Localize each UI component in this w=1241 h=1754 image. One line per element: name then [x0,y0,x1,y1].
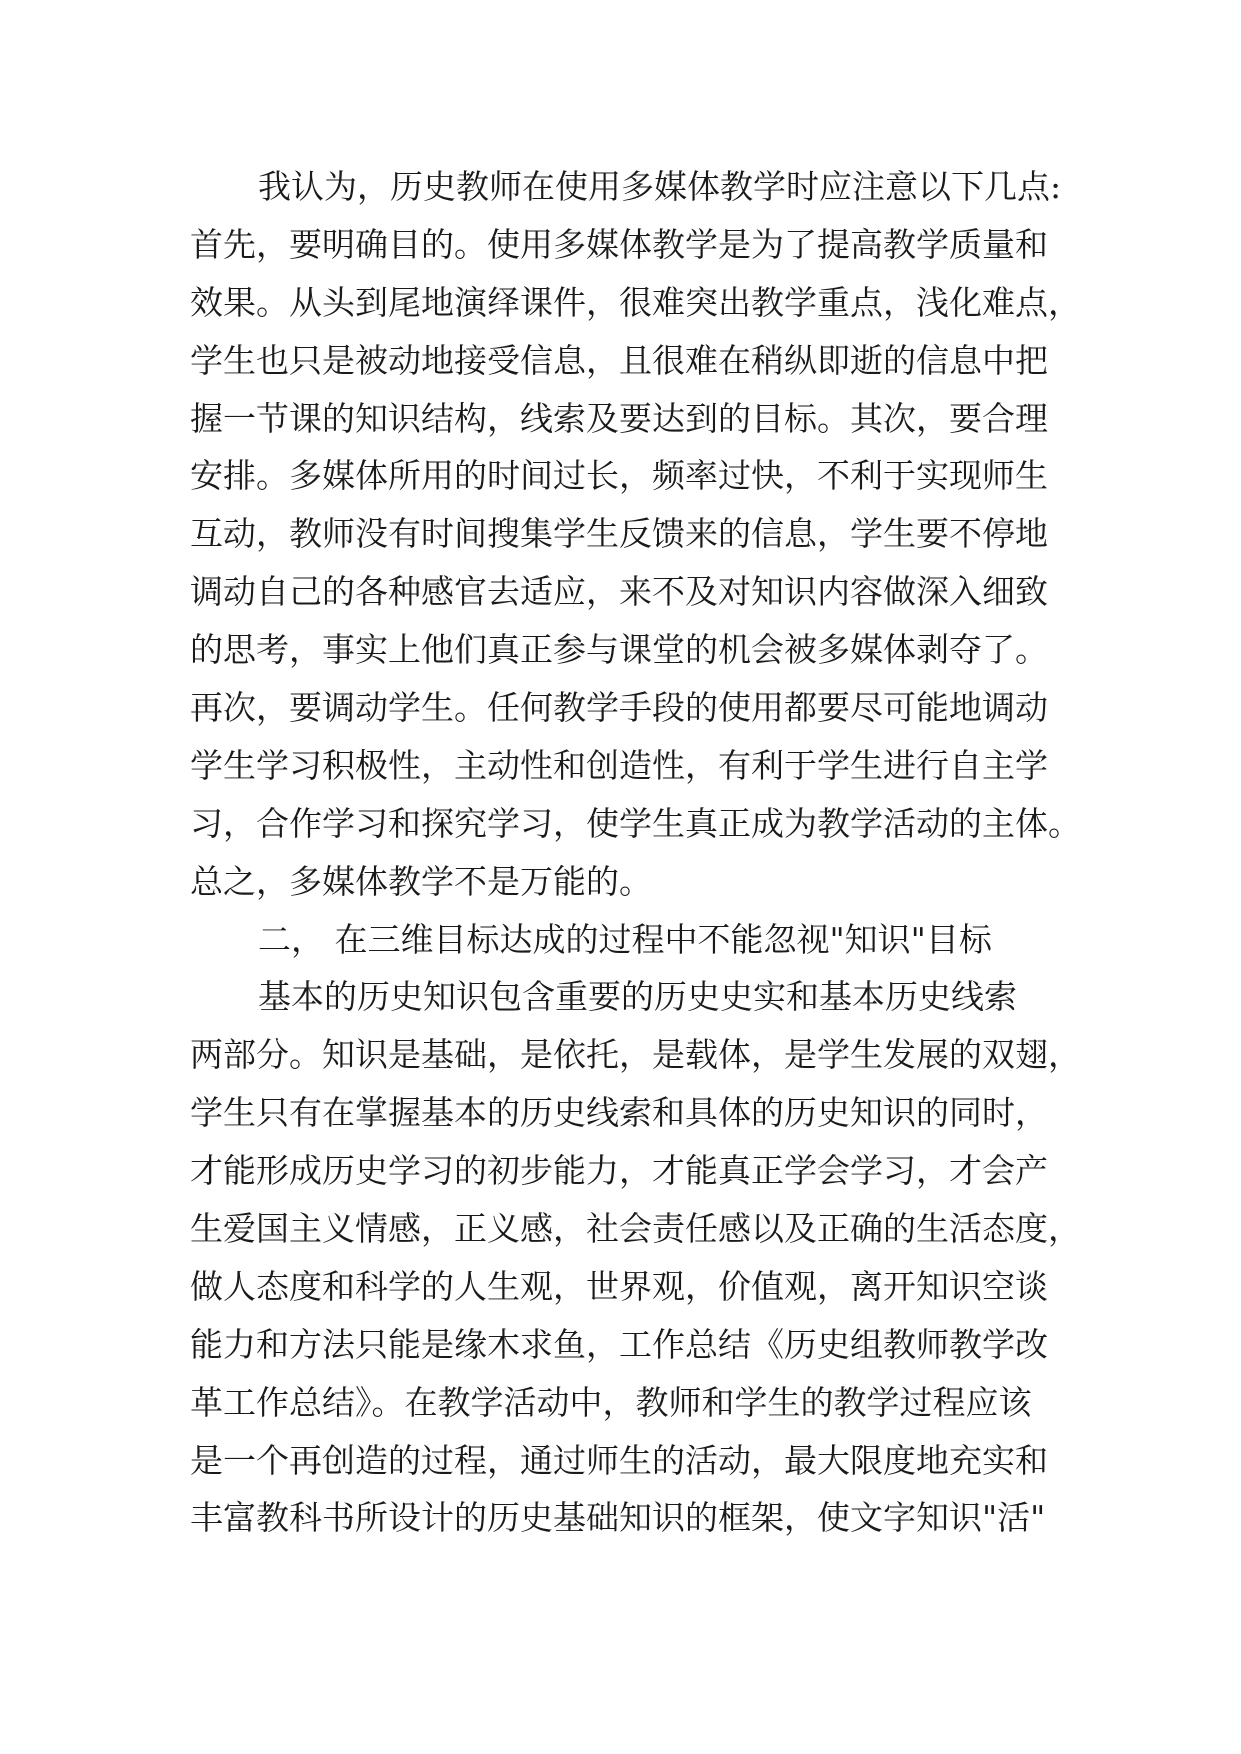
paragraph-1-line-9: 的思考，事实上他们真正参与课堂的机会被多媒体剥夺了。 [190,630,1048,670]
document-body [190,158,1090,1547]
paragraph-2-line-4: 才能形成历史学习的初步能力，才能真正学会学习，才会产 [190,1151,1048,1191]
paragraph-1-line-8: 调动自己的各种感官去适应，来不及对知识内容做深入细致 [190,572,1048,612]
paragraph-1-line-10: 再次，要调动学生。任何教学手段的使用都要尽可能地调动 [190,688,1048,728]
paragraph-1-line-13: 总之，多媒体教学不是万能的。 [190,861,652,901]
paragraph-2-line-9: 是一个再创造的过程，通过师生的活动，最大限度地充实和 [190,1440,1048,1480]
paragraph-1-line-3: 效果。从头到尾地演绎课件，很难突出教学重点，浅化难点， [190,282,1081,322]
paragraph-1-line-7: 互动，教师没有时间搜集学生反馈来的信息，学生要不停地 [190,514,1048,554]
paragraph-2-line-2: 两部分。知识是基础，是依托，是载体，是学生发展的双翅， [190,1035,1081,1075]
paragraph-2-line-8: 革工作总结》。在教学活动中，教师和学生的教学过程应该 [190,1382,1032,1422]
paragraph-2-line-3: 学生只有在掌握基本的历史线索和具体的历史知识的同时， [190,1093,1048,1133]
paragraph-2-line-10: 丰富教科书所设计的历史基础知识的框架，使文字知识"活" [190,1498,1046,1538]
paragraph-1-line-4: 学生也只是被动地接受信息，且很难在稍纵即逝的信息中把 [190,340,1048,380]
paragraph-2-line-5: 生爱国主义情感，正义感，社会责任感以及正确的生活态度， [190,1209,1081,1249]
paragraph-1-line-1: 我认为，历史教师在使用多媒体教学时应注意以下几点: [258,167,1062,206]
section-heading: 二， 在三维目标达成的过程中不能忽视"知识"目标 [258,919,992,959]
paragraph-1-line-5: 握一节课的知识结构，线索及要达到的目标。其次，要合理 [190,398,1048,438]
paragraph-2-line-6: 做人态度和科学的人生观，世界观，价值观，离开知识空谈 [190,1266,1048,1306]
paragraph-2-line-1: 基本的历史知识包含重要的历史史实和基本历史线索 [258,977,1017,1017]
paragraph-1-line-6: 安排。多媒体所用的时间过长，频率过快，不利于实现师生 [190,456,1048,496]
paragraph-1-line-2: 首先，要明确目的。使用多媒体教学是为了提高教学质量和 [190,224,1048,264]
paragraph-2-line-7: 能力和方法只能是缘木求鱼，工作总结《历史组教师教学改 [190,1324,1048,1364]
paragraph-1-line-12: 习，合作学习和探究学习，使学生真正成为教学活动的主体。 [190,803,1081,843]
paragraph-1-line-11: 学生学习积极性，主动性和创造性，有利于学生进行自主学 [190,745,1048,785]
